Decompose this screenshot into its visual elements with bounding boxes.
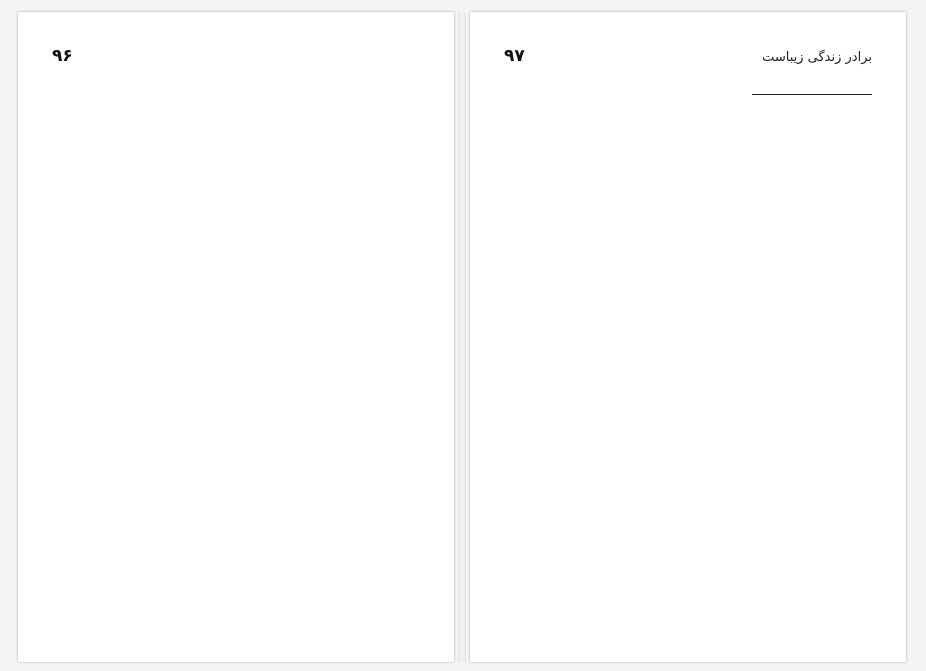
left-page-header — [52, 46, 420, 72]
left-page — [18, 12, 454, 662]
footnote — [504, 103, 872, 119]
right-page — [470, 12, 906, 662]
footnote-divider — [752, 94, 872, 95]
left-page-number: ۹۶ — [52, 46, 73, 66]
book-gutter — [458, 12, 466, 662]
right-page-header — [504, 46, 872, 72]
right-page-number: ۹۷ — [504, 46, 525, 66]
running-head: برادر زندگی زیباست — [762, 50, 872, 65]
